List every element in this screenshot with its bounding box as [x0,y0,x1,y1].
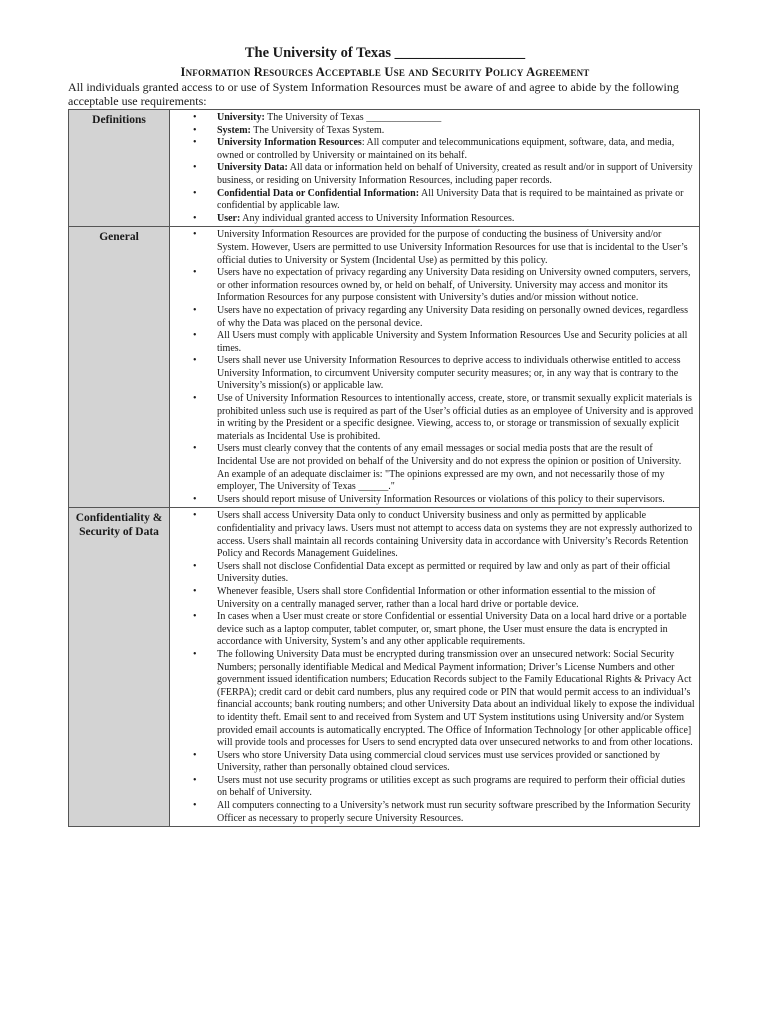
item-text: Users should report misuse of University Information Resources or violations of this policy to their supervisors. [217,493,665,505]
section-content-cell [170,508,700,827]
list-item [170,267,695,305]
bullet-icon: • [193,137,197,149]
bullet-icon: • [193,330,197,342]
bullet-icon: • [193,493,197,505]
item-text: Users shall never use University Information Resources to deprive access to individuals otherwise entitled to access University Information, to circumvent University computer security measures; or, in any way that is contrary to the University’s mission(s) or applicable law. [217,355,681,392]
item-text: In cases when a User must create or store Confidential or essential University Data on a local hard drive or a portable device such as a laptop computer, tablet computer, or, smart phone, the User must ensure the data is encrypted in accordance with University, System’s and any other applicable requirements. [217,611,687,648]
list-item [170,800,695,825]
bullet-icon: • [193,355,197,367]
item-text: Users who store University Data using commercial cloud services must use services provided or sanctioned by University, rather than personally obtained cloud services. [217,749,660,774]
item-text: Users must not use security programs or utilities except as such programs are required to perform their official duties on behalf of University. [217,774,686,799]
document-subtitle: Information Resources Acceptable Use and Security Policy Agreement [180,65,590,79]
bullet-icon: • [193,443,197,455]
item-text: Users must clearly convey that the contents of any email messages or social media posts that are the result of Incidental Use are not provided on behalf of the University and do not express the opinion or position of University. An example of an adequate disclaimer is: "The opinions expressed are my own, and not necessarily those of my employer, The University of Texas ______." [217,443,682,493]
item-text: The University of Texas _______________ [264,112,442,123]
bullet-icon: • [193,560,197,572]
item-text: Whenever feasible, Users shall store Confidential Information or other information essential to the mission of University on a centrally managed server, rather than a local hard drive or portable device. [217,585,656,610]
list-item [170,611,695,649]
item-text: Use of University Information Resources to intentionally access, create, store, or transmit sexually explicit materials is prohibited unless such use is required as part of the User’s official duties as an employee of University and is approved in writing by the President or a specific designee. Viewing, access to, or storage or transmission of sexually explicit materials as Incidental Use is prohibited. [217,393,694,442]
bullet-icon: • [193,393,197,405]
list-item [170,443,695,493]
definition-term: System: [217,124,251,136]
section-label-cell [69,110,170,227]
definition-term: University Information Resources [217,137,362,149]
list-item [170,162,695,187]
bullet-icon: • [193,187,197,199]
bullet-icon: • [193,112,197,123]
bullet-icon: • [193,304,197,316]
bullet-icon: • [193,749,197,761]
bullet-icon: • [193,212,197,224]
bullet-icon: • [193,229,197,241]
item-text: The following University Data must be encrypted during transmission over an unsecured network: Social Security Numbers; personally identifiable Medical and Medical Payment information; Driver’s License Numbers and other government issued identification numbers; Education Records subject to the Family Educational Rights & Privacy Act (FERPA); credit card or debit card numbers, plus any required code or PIN that would permit access to an individual’s financial accounts; bank routing numbers; and other University Data about an individual likely to expose the individual to identity theft. Email sent to and received from System and UT System institutions using University and/or System provided email accounts is automatically encrypted. The Office of Information Technology [or other applicable office] will provide tools and processes for Users to send encrypted data over unsecured networks to and from other locations. [217,648,695,749]
item-text: Users shall not disclose Confidential Data except as permitted or required by law and only as part of their official University duties. [217,560,671,585]
section-content-cell [170,227,700,508]
list-item [170,188,695,213]
list-item [170,229,695,267]
item-text: The University of Texas System. [250,124,385,136]
bullet-list [170,227,699,507]
list-item [170,330,695,355]
item-text: Any individual granted access to University Information Resources. [240,212,515,224]
bullet-icon: • [193,585,197,597]
item-text: Users have no expectation of privacy regarding any University Data residing on University owned computers, servers, or other information resources owned by, or held on behalf, of University. University may access and monitor its Information Resources for any purpose consistent with University’s duties and/or mission without notice. [217,267,691,304]
list-item [170,125,695,138]
item-text: University Information Resources are provided for the purpose of conducting the business of University and/or System. However, Users are permitted to use University Information Resources for use that is incidental to the User’s official duties to University or System (Incidental Use) as permitted by this policy. [217,229,688,266]
list-item [170,393,695,443]
list-item [170,137,695,162]
list-item [170,213,695,226]
section-label: Confidentiality & Security of Data [75,512,163,539]
section-label: General [99,231,139,244]
bullet-icon: • [193,648,197,660]
list-item [170,649,695,750]
item-text: All University Data that is required to be maintained as private or confidential by applicable law. [217,187,684,212]
policy-section-row [69,508,700,827]
item-text: All Users must comply with applicable University and System Information Resources Use and Security policies at all times. [217,330,688,354]
section-label: Definitions [92,114,146,126]
item-text: All computers connecting to a University’s network must run security software prescribed by the Information Security Officer as necessary to properly secure University Resources. [217,800,691,824]
bullet-icon: • [193,267,197,279]
section-label-cell [69,227,170,508]
policy-section-row [69,227,700,508]
bullet-icon: • [193,124,197,136]
bullet-icon: • [193,774,197,786]
section-content-cell [170,110,700,227]
list-item [170,112,695,125]
bullet-icon: • [193,800,197,812]
bullet-icon: • [193,162,197,174]
list-item [170,561,695,586]
definition-term: University Data: [217,162,288,174]
bullet-icon: • [193,611,197,623]
list-item [170,775,695,800]
policy-table [68,109,700,827]
list-item [170,305,695,330]
list-item [170,510,695,560]
bullet-icon: • [193,510,197,522]
list-item [170,355,695,393]
list-item [170,750,695,775]
section-label-cell [69,508,170,827]
intro-paragraph: All individuals granted access to or use of System Information Resources must be aware of and agree to abide by the following acceptable use requirements: [68,80,679,108]
document-title: The University of Texas __________________ [244,45,526,61]
definition-term: User: [217,212,241,224]
policy-section-row [69,110,700,227]
item-text: Users have no expectation of privacy regarding any University Data residing on personally owned devices, regardless of why the Data was placed on the personal device. [217,304,688,329]
bullet-list [170,508,699,826]
item-text: Users shall access University Data only to conduct University business and only as permitted by applicable confidentiality and privacy laws. Users must not attempt to access data on systems they are not expressly authorized to access. Users shall maintain all records containing University data in accordance with University’s Records Retention Policy and Records Management Guidelines. [217,510,693,560]
bullet-list [170,110,699,226]
item-text: All data or information held on behalf of University, created as result and/or in support of University business, or residing on University Information Resources, including paper records. [217,162,693,186]
list-item [170,494,695,507]
item-text: : All computer and telecommunications equipment, software, data, and media, owned or controlled by University or maintained on its behalf. [217,137,675,161]
definition-term: University: [217,112,265,123]
definition-term: Confidential Data or Confidential Information: [217,187,420,199]
list-item [170,586,695,611]
